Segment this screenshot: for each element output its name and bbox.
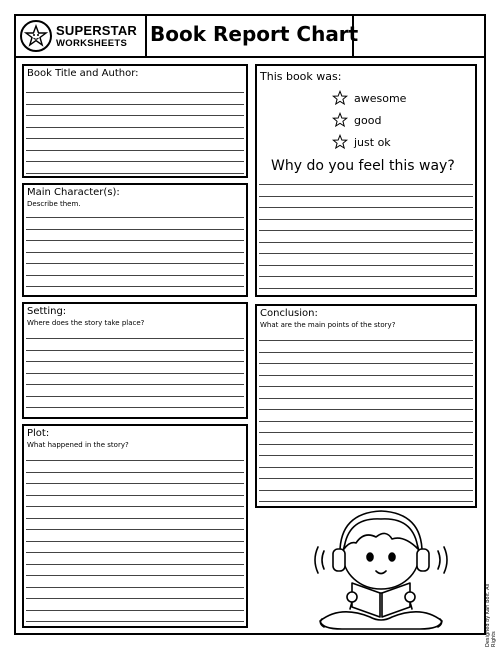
star-icon bbox=[332, 134, 348, 150]
writing-line[interactable] bbox=[259, 455, 473, 456]
writing-line[interactable] bbox=[26, 621, 244, 622]
writing-line[interactable] bbox=[259, 184, 473, 185]
writing-line[interactable] bbox=[259, 375, 473, 376]
writing-line[interactable] bbox=[26, 173, 244, 174]
writing-line[interactable] bbox=[26, 472, 244, 473]
writing-line[interactable] bbox=[26, 384, 244, 385]
writing-line[interactable] bbox=[26, 575, 244, 576]
writing-line[interactable] bbox=[259, 207, 473, 208]
superstar-logo bbox=[20, 18, 142, 56]
writing-line[interactable] bbox=[26, 483, 244, 484]
writing-line[interactable] bbox=[26, 229, 244, 230]
writing-line[interactable] bbox=[259, 196, 473, 197]
writing-line[interactable] bbox=[26, 552, 244, 553]
writing-line[interactable] bbox=[26, 138, 244, 139]
writing-line[interactable] bbox=[259, 363, 473, 364]
writing-line[interactable] bbox=[259, 352, 473, 353]
writing-line[interactable] bbox=[26, 127, 244, 128]
plot-prompt: What happened in the story? bbox=[27, 441, 129, 449]
title-author-box bbox=[22, 64, 248, 178]
writing-line[interactable] bbox=[259, 276, 473, 277]
rating-option-just-ok bbox=[332, 134, 391, 150]
writing-line[interactable] bbox=[26, 529, 244, 530]
writing-line[interactable] bbox=[26, 161, 244, 162]
writing-line[interactable] bbox=[259, 467, 473, 468]
logo-text-superstar: SUPERSTAR bbox=[56, 23, 138, 38]
plot-box bbox=[22, 424, 248, 628]
conclusion-label: Conclusion: bbox=[260, 308, 318, 319]
title-author-label: Book Title and Author: bbox=[27, 68, 139, 79]
writing-line[interactable] bbox=[26, 587, 244, 588]
writing-line[interactable] bbox=[26, 92, 244, 93]
writing-line[interactable] bbox=[259, 409, 473, 410]
writing-line[interactable] bbox=[26, 396, 244, 397]
logo-text-worksheets: WORKSHEETS bbox=[56, 38, 128, 49]
writing-line[interactable] bbox=[259, 288, 473, 289]
rating-option-good bbox=[332, 112, 381, 128]
opinion-label: This book was: bbox=[260, 70, 342, 83]
writing-line[interactable] bbox=[26, 407, 244, 408]
rating-label-just-ok: just ok bbox=[354, 135, 391, 149]
writing-line[interactable] bbox=[259, 386, 473, 387]
writing-line[interactable] bbox=[26, 115, 244, 116]
writing-line[interactable] bbox=[259, 265, 473, 266]
header-divider-left bbox=[145, 14, 147, 58]
smiley-logo-icon bbox=[20, 20, 52, 52]
writing-line[interactable] bbox=[259, 340, 473, 341]
writing-line[interactable] bbox=[26, 460, 244, 461]
writing-line[interactable] bbox=[26, 252, 244, 253]
writing-line[interactable] bbox=[259, 444, 473, 445]
writing-line[interactable] bbox=[26, 610, 244, 611]
writing-line[interactable] bbox=[26, 598, 244, 599]
writing-line[interactable] bbox=[26, 506, 244, 507]
setting-prompt: Where does the story take place? bbox=[27, 319, 145, 327]
star-icon bbox=[332, 90, 348, 106]
writing-line[interactable] bbox=[259, 219, 473, 220]
header-bottom-divider bbox=[14, 56, 486, 58]
writing-line[interactable] bbox=[259, 432, 473, 433]
why-question: Why do you feel this way? bbox=[271, 158, 455, 174]
writing-line[interactable] bbox=[26, 564, 244, 565]
reading-kid-illustration bbox=[300, 505, 462, 632]
main-character-label: Main Character(s): bbox=[27, 187, 120, 198]
writing-line[interactable] bbox=[259, 242, 473, 243]
writing-line[interactable] bbox=[259, 421, 473, 422]
writing-line[interactable] bbox=[26, 104, 244, 105]
rating-label-good: good bbox=[354, 113, 382, 127]
writing-line[interactable] bbox=[26, 518, 244, 519]
writing-line[interactable] bbox=[26, 338, 244, 339]
writing-line[interactable] bbox=[259, 501, 473, 502]
writing-line[interactable] bbox=[26, 495, 244, 496]
star-icon bbox=[332, 112, 348, 128]
writing-line[interactable] bbox=[26, 541, 244, 542]
writing-line[interactable] bbox=[26, 240, 244, 241]
writing-line[interactable] bbox=[26, 217, 244, 218]
writing-line[interactable] bbox=[26, 373, 244, 374]
writing-line[interactable] bbox=[259, 230, 473, 231]
writing-line[interactable] bbox=[26, 361, 244, 362]
conclusion-box bbox=[255, 304, 477, 508]
writing-line[interactable] bbox=[26, 286, 244, 287]
main-character-prompt: Describe them. bbox=[27, 200, 81, 208]
rating-label-awesome: awesome bbox=[354, 91, 407, 105]
writing-line[interactable] bbox=[26, 263, 244, 264]
setting-label: Setting: bbox=[27, 306, 67, 317]
writing-line[interactable] bbox=[259, 253, 473, 254]
conclusion-prompt: What are the main points of the story? bbox=[260, 321, 396, 329]
writing-line[interactable] bbox=[26, 275, 244, 276]
credit-text: Designed by Kari Bolt. All Rights bbox=[485, 583, 497, 647]
main-character-box bbox=[22, 183, 248, 297]
writing-line[interactable] bbox=[259, 398, 473, 399]
opinion-box bbox=[255, 64, 477, 297]
writing-line[interactable] bbox=[259, 478, 473, 479]
writing-line[interactable] bbox=[26, 150, 244, 151]
plot-label: Plot: bbox=[27, 428, 50, 439]
setting-box bbox=[22, 302, 248, 419]
writing-line[interactable] bbox=[259, 490, 473, 491]
writing-line[interactable] bbox=[26, 350, 244, 351]
page-title: Book Report Chart bbox=[150, 22, 359, 46]
rating-option-awesome bbox=[332, 90, 406, 106]
